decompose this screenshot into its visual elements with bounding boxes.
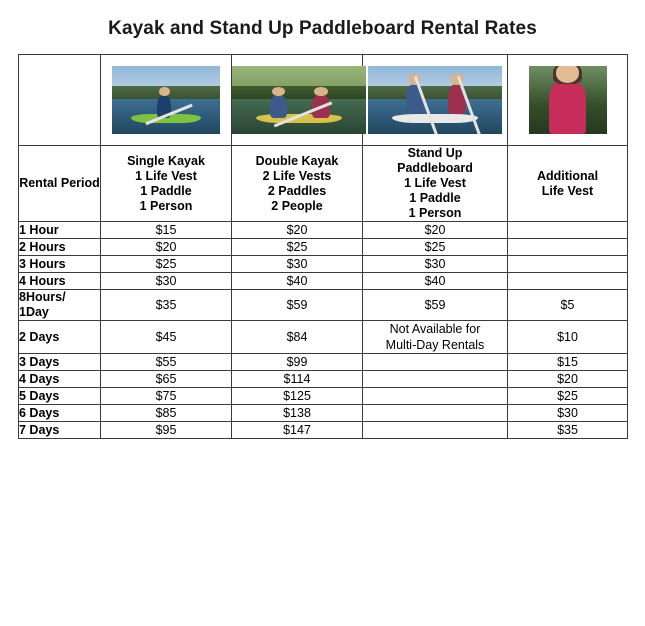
table-row	[19, 422, 628, 439]
price-double-kayak: $20	[232, 222, 363, 239]
table-row	[19, 222, 628, 239]
price-double-kayak: $59	[232, 290, 363, 321]
price-double-kayak: $40	[232, 273, 363, 290]
price-stand-up-paddleboard: $40	[363, 273, 508, 290]
header-rental-period-line1: Rental	[19, 176, 58, 190]
price-stand-up-paddleboard: $59	[363, 290, 508, 321]
price-additional-life-vest	[508, 256, 628, 273]
price-double-kayak: $125	[232, 388, 363, 405]
photo-cell-single-kayak	[101, 55, 232, 146]
price-single-kayak: $55	[101, 354, 232, 371]
rates-table-container	[0, 54, 645, 439]
row-label: 3 Days	[19, 354, 101, 371]
row-label: 1 Hour	[19, 222, 101, 239]
price-additional-life-vest: $25	[508, 388, 628, 405]
price-single-kayak: $15	[101, 222, 232, 239]
table-row	[19, 290, 628, 321]
price-stand-up-paddleboard	[363, 422, 508, 439]
header-row	[19, 146, 628, 222]
price-double-kayak: $147	[232, 422, 363, 439]
price-single-kayak: $25	[101, 256, 232, 273]
row-label: 4 Days	[19, 371, 101, 388]
price-single-kayak: $65	[101, 371, 232, 388]
price-additional-life-vest: $35	[508, 422, 628, 439]
header-additional-life-vest: Additional Life Vest	[508, 146, 628, 222]
header-double-kayak: Double Kayak 2 Life Vests 2 Paddles 2 People	[232, 146, 363, 222]
price-double-kayak: $114	[232, 371, 363, 388]
price-additional-life-vest	[508, 222, 628, 239]
price-double-kayak: $30	[232, 256, 363, 273]
page-title: Kayak and Stand Up Paddleboard Rental Rates	[108, 18, 537, 39]
photo-single-kayak	[112, 66, 220, 134]
table-row	[19, 321, 628, 354]
photo-life-vest	[529, 66, 607, 134]
row-label: 6 Days	[19, 405, 101, 422]
photo-row-empty-cell	[19, 55, 101, 146]
price-stand-up-paddleboard	[363, 354, 508, 371]
price-stand-up-paddleboard	[363, 388, 508, 405]
price-stand-up-paddleboard: $20	[363, 222, 508, 239]
photo-stand-up-paddleboard	[368, 66, 502, 134]
note-multi-day-not-available: Not Available for Multi-Day Rentals	[363, 321, 508, 354]
photo-row	[19, 55, 628, 146]
row-label: 7 Days	[19, 422, 101, 439]
rental-rates-table	[18, 54, 628, 439]
price-additional-life-vest	[508, 239, 628, 256]
table-row	[19, 388, 628, 405]
price-single-kayak: $75	[101, 388, 232, 405]
photo-cell-life-vest	[508, 55, 628, 146]
price-single-kayak: $35	[101, 290, 232, 321]
price-additional-life-vest: $15	[508, 354, 628, 371]
row-label: 4 Hours	[19, 273, 101, 290]
price-double-kayak: $138	[232, 405, 363, 422]
price-additional-life-vest: $20	[508, 371, 628, 388]
row-label: 2 Days	[19, 321, 101, 354]
photo-double-kayak	[232, 66, 366, 134]
header-single-kayak: Single Kayak 1 Life Vest 1 Paddle 1 Person	[101, 146, 232, 222]
price-stand-up-paddleboard: $25	[363, 239, 508, 256]
row-label: 2 Hours	[19, 239, 101, 256]
table-row	[19, 371, 628, 388]
price-stand-up-paddleboard	[363, 371, 508, 388]
price-double-kayak: $84	[232, 321, 363, 354]
price-additional-life-vest: $5	[508, 290, 628, 321]
table-row	[19, 256, 628, 273]
table-row	[19, 354, 628, 371]
price-single-kayak: $85	[101, 405, 232, 422]
header-stand-up-paddleboard: Stand Up Paddleboard 1 Life Vest 1 Paddle 1 Person	[363, 146, 508, 222]
price-single-kayak: $95	[101, 422, 232, 439]
price-single-kayak: $30	[101, 273, 232, 290]
table-row	[19, 405, 628, 422]
price-single-kayak: $20	[101, 239, 232, 256]
price-stand-up-paddleboard: $30	[363, 256, 508, 273]
table-row	[19, 239, 628, 256]
photo-cell-double-kayak	[232, 55, 363, 146]
row-label: 8Hours/ 1Day	[19, 290, 101, 321]
price-additional-life-vest: $30	[508, 405, 628, 422]
row-label: 3 Hours	[19, 256, 101, 273]
price-stand-up-paddleboard	[363, 405, 508, 422]
price-double-kayak: $25	[232, 239, 363, 256]
photo-cell-stand-up-paddleboard	[363, 55, 508, 146]
header-rental-period-line2: Period	[60, 176, 100, 190]
table-row	[19, 273, 628, 290]
price-additional-life-vest: $10	[508, 321, 628, 354]
price-additional-life-vest	[508, 273, 628, 290]
price-double-kayak: $99	[232, 354, 363, 371]
row-label: 5 Days	[19, 388, 101, 405]
price-single-kayak: $45	[101, 321, 232, 354]
header-rental-period	[19, 146, 101, 222]
